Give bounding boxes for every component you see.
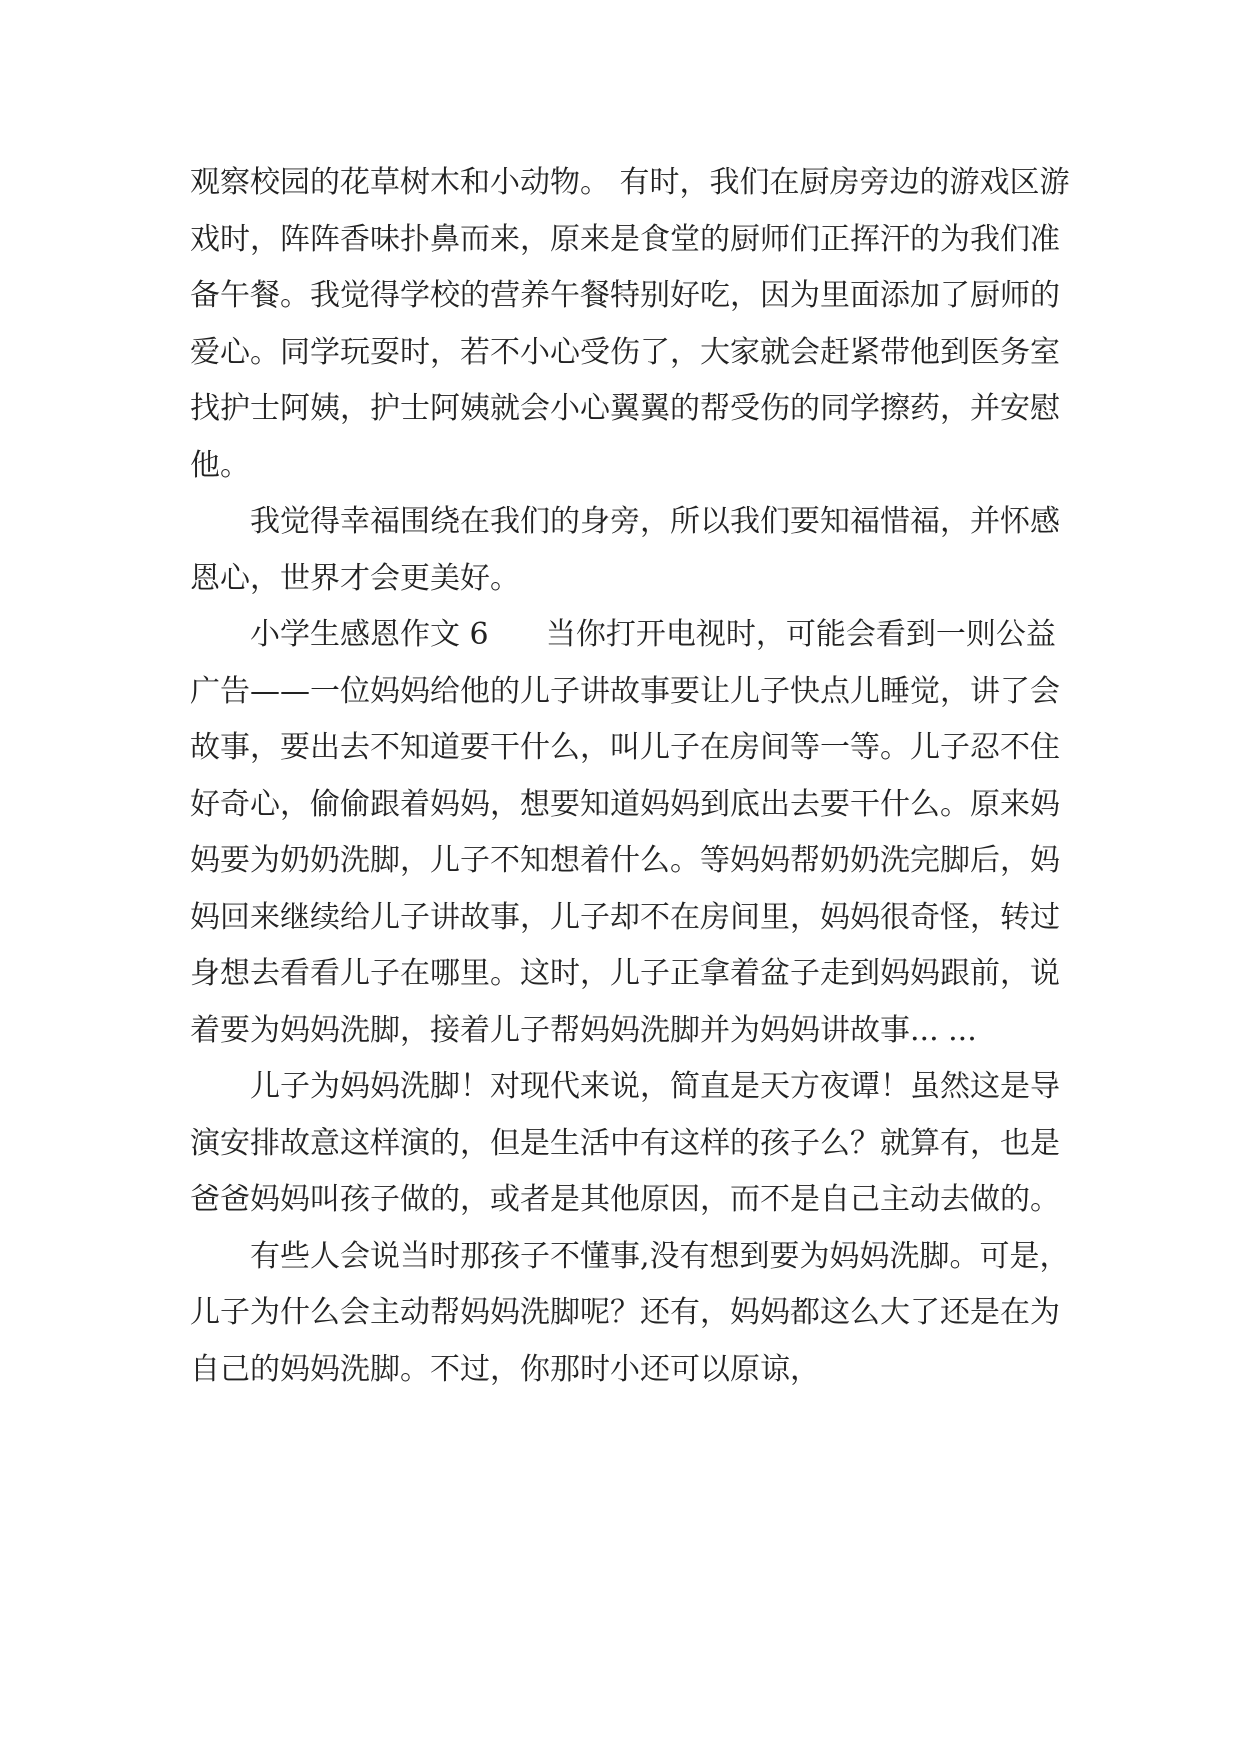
paragraph-3: 小学生感恩作文 6 当你打开电视时，可能会看到一则公益广告——一位妈妈给他的儿子讲故事要让儿子快点儿睡觉，讲了会故事，要出去不知道要干什么，叫儿子在房间等一等。儿子忍不住好奇心，偷偷跟着妈妈，想要知道妈妈到底出去要干什么。原来妈妈要为奶奶洗脚，儿子不知想着什么。等妈妈帮奶奶洗完脚后，妈妈回来继续给儿子讲故事，儿子却不在房间里，妈妈很奇怪，转过身想去看看儿子在哪里。这时，儿子正拿着盆子走到妈妈跟前，说着要为妈妈洗脚，接着儿子帮妈妈洗脚并为妈妈讲故事... ... [190, 617, 1060, 1048]
paragraph-4: 儿子为妈妈洗脚！对现代来说，简直是天方夜谭！虽然这是导演安排故意这样演的，但是生活中有这样的孩子么？就算有，也是爸爸妈妈叫孩子做的，或者是其他原因，而不是自己主动去做的。 [190, 1069, 1060, 1217]
paragraph-2: 我觉得幸福围绕在我们的身旁，所以我们要知福惜福，并怀感恩心，世界才会更美好。 [190, 504, 1060, 596]
document-body [190, 155, 1080, 1398]
paragraph-5: 有些人会说当时那孩子不懂事,没有想到要为妈妈洗脚。可是，儿子为什么会主动帮妈妈洗脚呢？还有，妈妈都这么大了还是在为自己的妈妈洗脚。不过，你那时小还可以原谅， [190, 1238, 1070, 1387]
paragraph-1: 观察校园的花草树木和小动物。 有时，我们在厨房旁边的游戏区游戏时，阵阵香味扑鼻而来，原来是食堂的厨师们正挥汗的为我们准备午餐。我觉得学校的营养午餐特别好吃，因为里面添加了厨师的爱心。同学玩耍时，若不小心受伤了，大家就会赶紧带他到医务室找护士阿姨，护士阿姨就会小心翼翼的帮受伤的同学擦药，并安慰他。 [190, 165, 1070, 483]
